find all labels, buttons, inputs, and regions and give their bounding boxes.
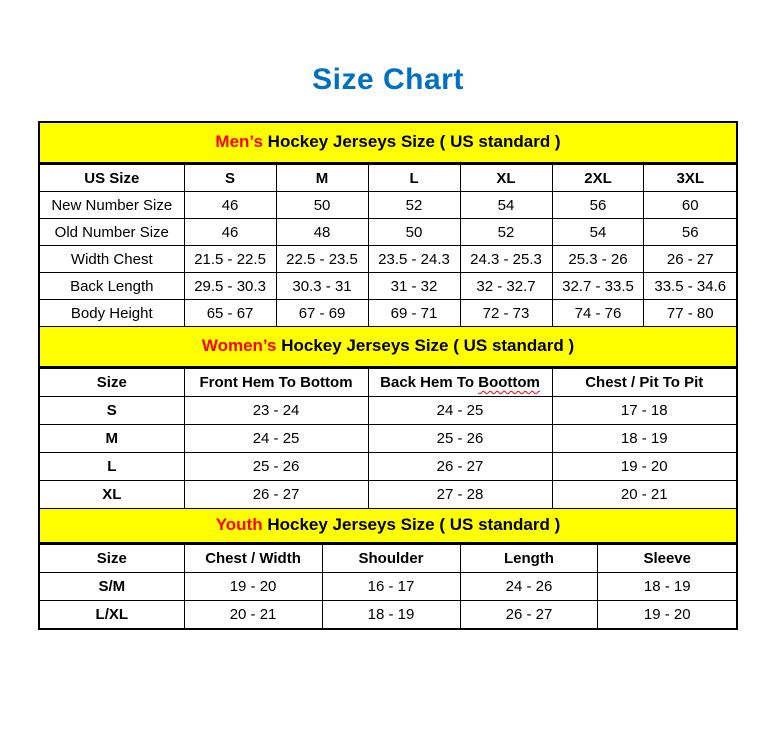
size-value-cell: 46 bbox=[184, 192, 276, 219]
column-header: Chest / Pit To Pit bbox=[552, 369, 736, 397]
row-label: S/M bbox=[40, 573, 184, 601]
banner-highlight: Men’s bbox=[215, 132, 263, 151]
column-header: M bbox=[276, 165, 368, 192]
size-value-cell: 19 - 20 bbox=[184, 573, 322, 601]
column-header: Sleeve bbox=[598, 545, 736, 573]
table-row bbox=[40, 246, 736, 273]
misspelled-word: Boottom bbox=[478, 374, 540, 391]
mens-section-banner bbox=[40, 123, 736, 164]
column-header: Back Hem To Boottom bbox=[368, 369, 552, 397]
row-label: New Number Size bbox=[40, 192, 184, 219]
header-row bbox=[40, 545, 736, 573]
header-row bbox=[40, 165, 736, 192]
column-header: Front Hem To Bottom bbox=[184, 369, 368, 397]
row-label: Back Length bbox=[40, 273, 184, 300]
size-value-cell: 24 - 25 bbox=[368, 397, 552, 425]
size-value-cell: 67 - 69 bbox=[276, 300, 368, 327]
table-row bbox=[40, 425, 736, 453]
size-value-cell: 72 - 73 bbox=[460, 300, 552, 327]
table-row bbox=[40, 453, 736, 481]
youth-size-section bbox=[40, 509, 736, 628]
size-value-cell: 56 bbox=[552, 192, 644, 219]
size-value-cell: 60 bbox=[644, 192, 736, 219]
column-header: 2XL bbox=[552, 165, 644, 192]
size-value-cell: 21.5 - 22.5 bbox=[184, 246, 276, 273]
size-value-cell: 27 - 28 bbox=[368, 481, 552, 509]
row-label: Width Chest bbox=[40, 246, 184, 273]
header-row bbox=[40, 369, 736, 397]
table-row bbox=[40, 219, 736, 246]
column-header: Chest / Width bbox=[184, 545, 322, 573]
column-header: US Size bbox=[40, 165, 184, 192]
size-value-cell: 23.5 - 24.3 bbox=[368, 246, 460, 273]
size-value-cell: 26 - 27 bbox=[644, 246, 736, 273]
size-value-cell: 52 bbox=[368, 192, 460, 219]
mens-size-table bbox=[40, 164, 736, 327]
size-value-cell: 33.5 - 34.6 bbox=[644, 273, 736, 300]
size-value-cell: 26 - 27 bbox=[460, 601, 598, 629]
column-header: Shoulder bbox=[322, 545, 460, 573]
size-value-cell: 32.7 - 33.5 bbox=[552, 273, 644, 300]
youth-section-banner bbox=[40, 509, 736, 544]
banner-highlight: Women’s bbox=[201, 336, 277, 355]
row-label: XL bbox=[40, 481, 184, 509]
table-row bbox=[40, 397, 736, 425]
size-value-cell: 25.3 - 26 bbox=[552, 246, 644, 273]
size-value-cell: 18 - 19 bbox=[598, 573, 736, 601]
youth-size-table bbox=[40, 544, 736, 628]
size-value-cell: 46 bbox=[184, 219, 276, 246]
size-value-cell: 18 - 19 bbox=[552, 425, 736, 453]
row-label: L/XL bbox=[40, 601, 184, 629]
banner-text: Hockey Jerseys Size ( US standard ) bbox=[262, 132, 561, 151]
column-header: Size bbox=[40, 545, 184, 573]
size-chart-frame bbox=[38, 121, 738, 630]
table-row bbox=[40, 300, 736, 327]
size-value-cell: 32 - 32.7 bbox=[460, 273, 552, 300]
column-header: S bbox=[184, 165, 276, 192]
size-value-cell: 25 - 26 bbox=[368, 425, 552, 453]
size-value-cell: 18 - 19 bbox=[322, 601, 460, 629]
column-header: Length bbox=[460, 545, 598, 573]
column-header: XL bbox=[460, 165, 552, 192]
size-value-cell: 26 - 27 bbox=[184, 481, 368, 509]
size-value-cell: 24.3 - 25.3 bbox=[460, 246, 552, 273]
table-row bbox=[40, 192, 736, 219]
size-value-cell: 16 - 17 bbox=[322, 573, 460, 601]
womens-section-banner bbox=[40, 327, 736, 368]
size-value-cell: 24 - 25 bbox=[184, 425, 368, 453]
column-header: L bbox=[368, 165, 460, 192]
table-row bbox=[40, 601, 736, 629]
womens-size-table bbox=[40, 368, 736, 509]
size-value-cell: 30.3 - 31 bbox=[276, 273, 368, 300]
size-value-cell: 20 - 21 bbox=[552, 481, 736, 509]
row-label: M bbox=[40, 425, 184, 453]
size-value-cell: 22.5 - 23.5 bbox=[276, 246, 368, 273]
table-row bbox=[40, 481, 736, 509]
size-value-cell: 26 - 27 bbox=[368, 453, 552, 481]
size-chart-page bbox=[0, 62, 776, 754]
size-value-cell: 19 - 20 bbox=[598, 601, 736, 629]
column-header: 3XL bbox=[644, 165, 736, 192]
size-value-cell: 19 - 20 bbox=[552, 453, 736, 481]
size-value-cell: 50 bbox=[368, 219, 460, 246]
row-label: Old Number Size bbox=[40, 219, 184, 246]
womens-size-section bbox=[40, 327, 736, 509]
size-value-cell: 24 - 26 bbox=[460, 573, 598, 601]
size-value-cell: 29.5 - 30.3 bbox=[184, 273, 276, 300]
banner-text: Hockey Jerseys Size ( US standard ) bbox=[262, 515, 561, 534]
banner-highlight: Youth bbox=[215, 515, 263, 534]
size-value-cell: 74 - 76 bbox=[552, 300, 644, 327]
row-label: S bbox=[40, 397, 184, 425]
size-value-cell: 54 bbox=[460, 192, 552, 219]
size-value-cell: 52 bbox=[460, 219, 552, 246]
size-value-cell: 69 - 71 bbox=[368, 300, 460, 327]
size-value-cell: 56 bbox=[644, 219, 736, 246]
size-value-cell: 17 - 18 bbox=[552, 397, 736, 425]
size-value-cell: 54 bbox=[552, 219, 644, 246]
size-value-cell: 65 - 67 bbox=[184, 300, 276, 327]
size-value-cell: 48 bbox=[276, 219, 368, 246]
mens-size-section bbox=[40, 123, 736, 327]
row-label: Body Height bbox=[40, 300, 184, 327]
size-value-cell: 25 - 26 bbox=[184, 453, 368, 481]
size-value-cell: 23 - 24 bbox=[184, 397, 368, 425]
size-value-cell: 77 - 80 bbox=[644, 300, 736, 327]
size-value-cell: 20 - 21 bbox=[184, 601, 322, 629]
size-value-cell: 31 - 32 bbox=[368, 273, 460, 300]
size-value-cell: 50 bbox=[276, 192, 368, 219]
page-title: Size Chart bbox=[312, 63, 464, 96]
table-row bbox=[40, 273, 736, 300]
column-header: Size bbox=[40, 369, 184, 397]
banner-text: Hockey Jerseys Size ( US standard ) bbox=[276, 336, 575, 355]
table-row bbox=[40, 573, 736, 601]
row-label: L bbox=[40, 453, 184, 481]
